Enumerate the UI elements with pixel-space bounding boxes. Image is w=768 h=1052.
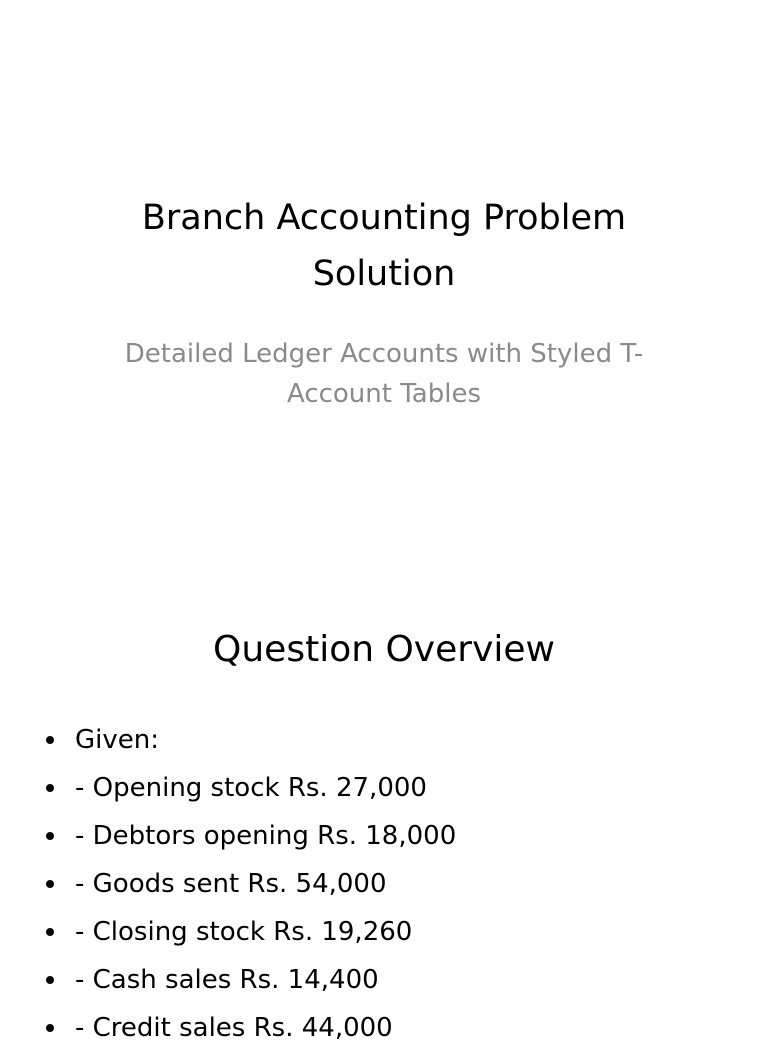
bullet-item: [44, 908, 744, 956]
bullet-item: [44, 956, 744, 1004]
bullet-item: [44, 764, 744, 812]
bullet-text: - Debtors opening Rs. 18,000: [75, 821, 457, 851]
bullet-dot-icon: [46, 1024, 54, 1032]
bullet-text: - Opening stock Rs. 27,000: [75, 773, 427, 803]
presentation-title: Branch Accounting Problem Solution: [141, 198, 627, 294]
bullet-text: - Cash sales Rs. 14,400: [75, 965, 379, 995]
bullet-text: - Goods sent Rs. 54,000: [75, 869, 387, 899]
bullet-item: [44, 1004, 744, 1052]
bullet-item: [44, 860, 744, 908]
bullet-item: [44, 812, 744, 860]
bullet-list: [44, 716, 744, 1052]
bullet-dot-icon: [46, 736, 54, 744]
bullet-text: - Credit sales Rs. 44,000: [75, 1013, 393, 1043]
bullet-item: [44, 716, 744, 764]
question-overview-slide: [0, 576, 768, 1043]
bullet-dot-icon: [46, 880, 54, 888]
bullet-dot-icon: [46, 832, 54, 840]
bullet-text: Given:: [75, 725, 159, 755]
bullet-dot-icon: [46, 784, 54, 792]
slide-heading: Question Overview: [213, 629, 555, 670]
bullet-text: - Closing stock Rs. 19,260: [75, 917, 413, 947]
presentation-subtitle: Detailed Ledger Accounts with Styled T-Account Tables: [124, 339, 644, 409]
bullet-dot-icon: [46, 928, 54, 936]
bullet-dot-icon: [46, 976, 54, 984]
